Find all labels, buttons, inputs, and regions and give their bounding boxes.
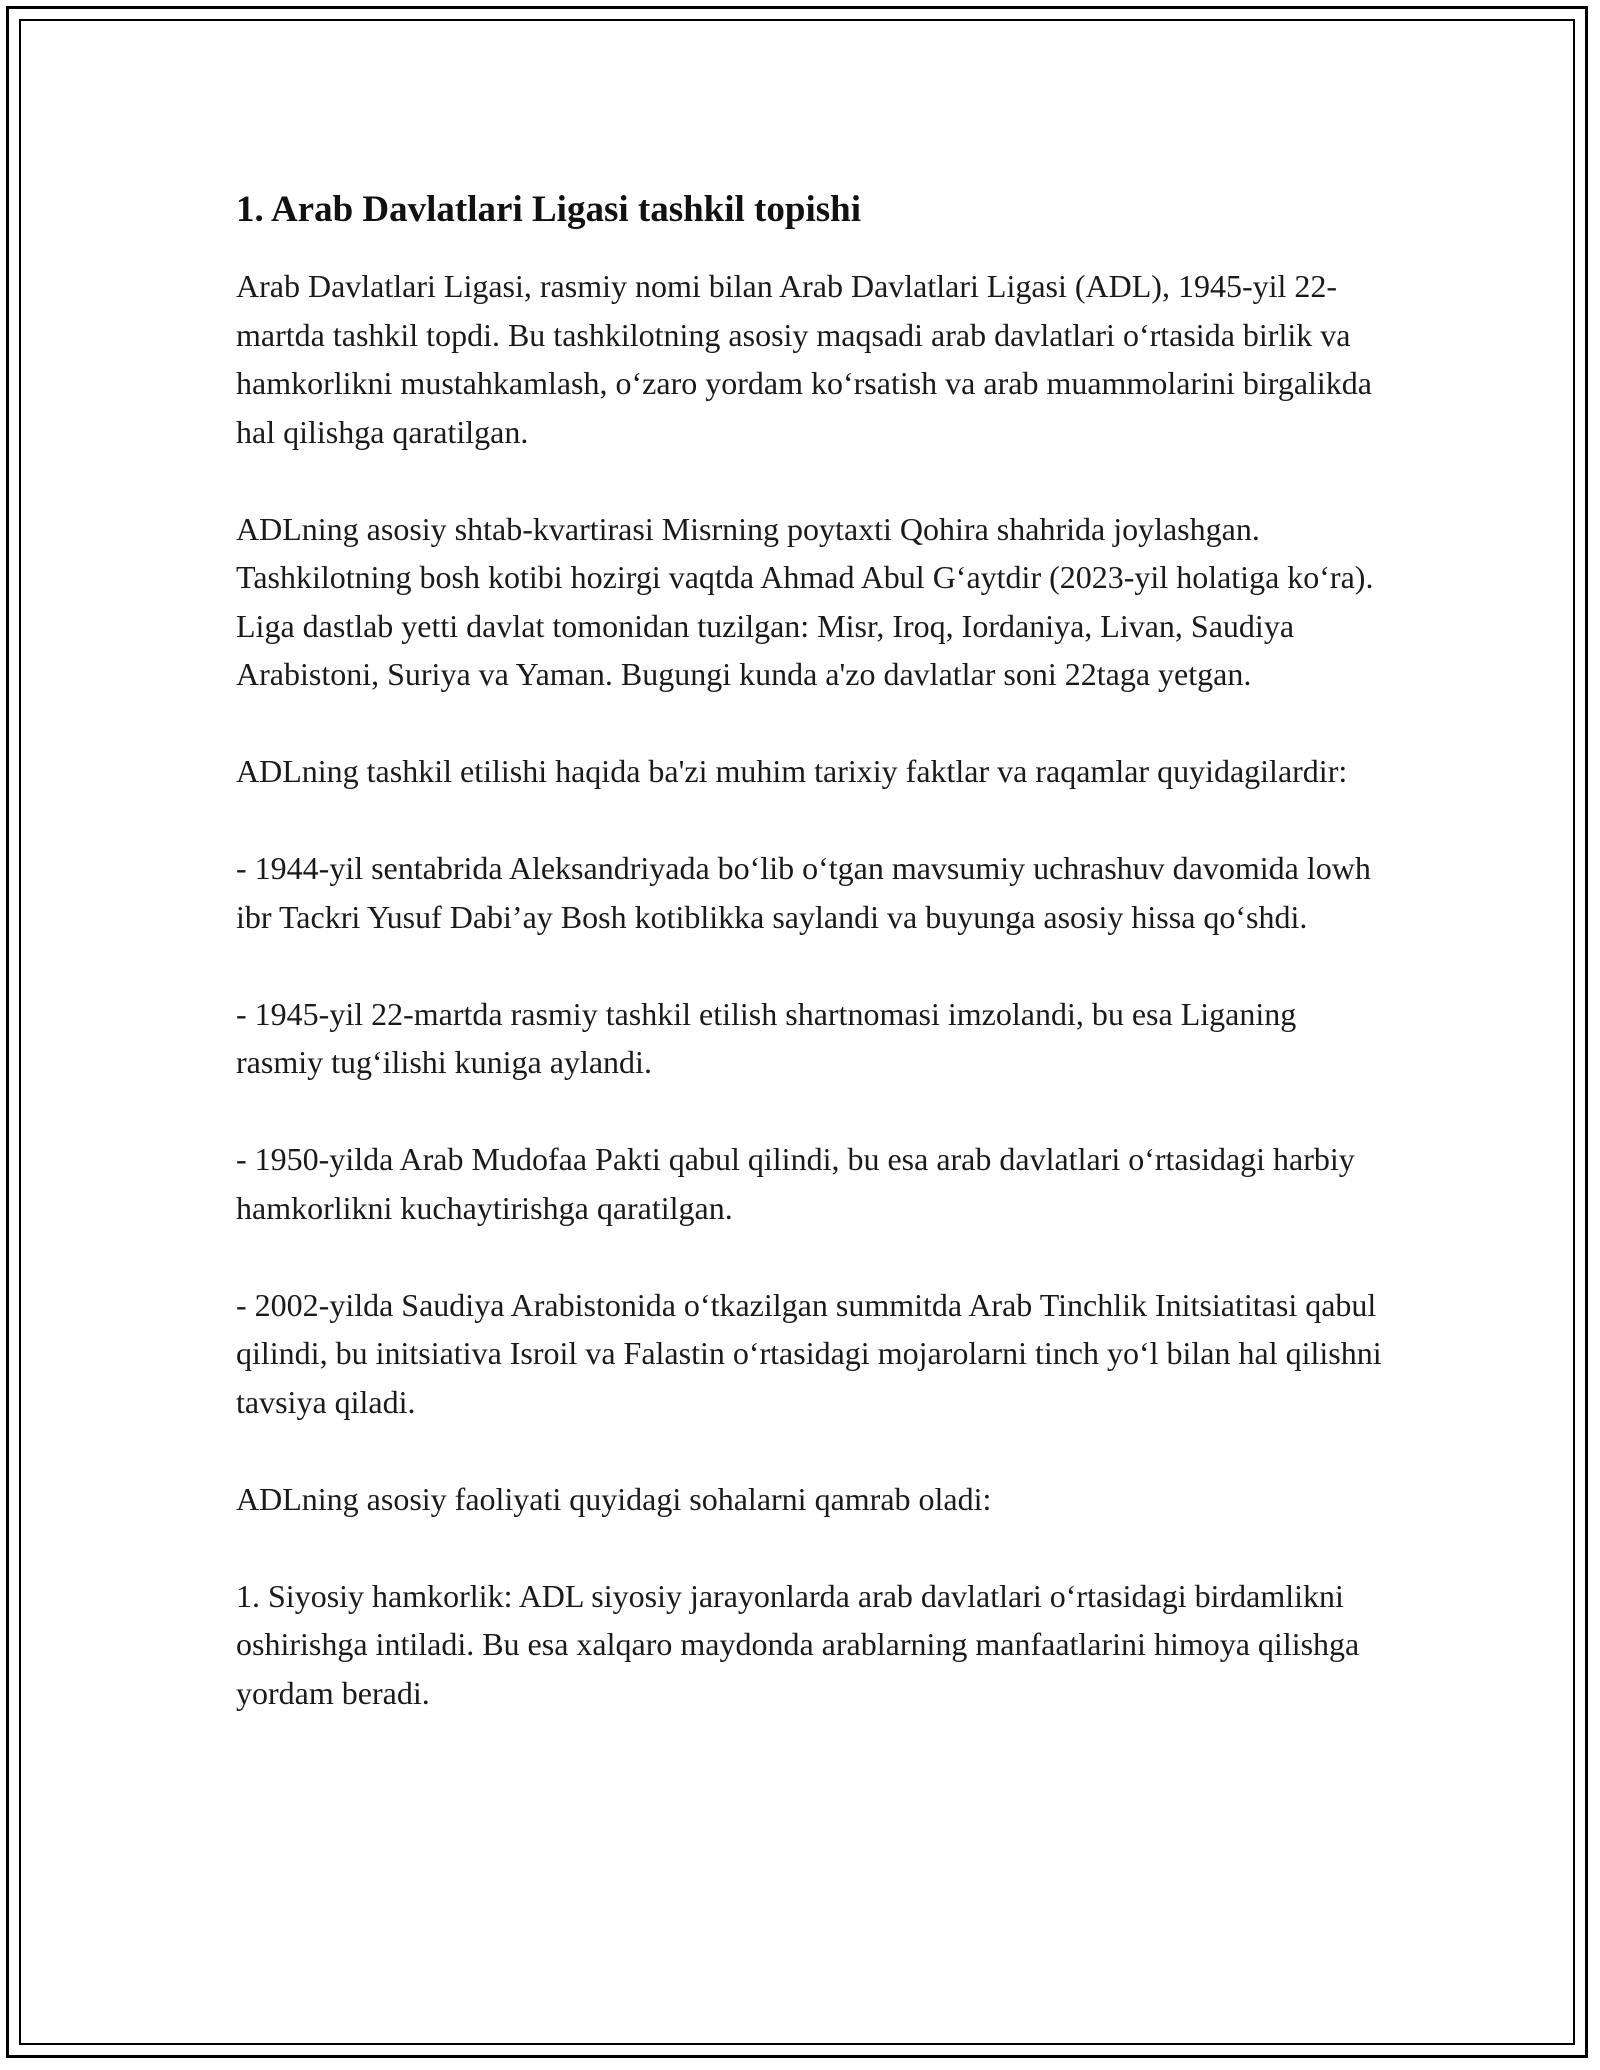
list-item-fact-2002: - 2002-yilda Saudiya Arabistonida o‘tkazilgan summitda Arab Tinchlik Initsiatitasi qabul qilindi, bu initsiativa Isroil va Falastin o‘rtasidagi mojarolarni tinch yo‘l bilan hal qilishni tavsiya qiladi. xyxy=(236,1286,1382,1420)
paragraph-headquarters: ADLning asosiy shtab-kvartirasi Misrning poytaxti Qohira shahrida joylashgan. Tashkilotning bosh kotibi hozirgi vaqtda Ahmad Abul G‘aytdir (2023-yil holatiga ko‘ra). Liga dastlab yetti davlat tomonidan tuzilgan: Misr, Iroq, Iordaniya, Livan, Saudiya Arabistoni, Suriya va Yaman. Bugungi kunda a'zo davlatlar soni 22taga yetgan. xyxy=(236,510,1374,692)
list-item-fact-1944: - 1944-yil sentabrida Aleksandriyada bo‘lib o‘tgan mavsumiy uchrashuv davomida lowh ibr Tackri Yusuf Dabi’ay Bosh kotiblikka saylandi va buyunga asosiy hissa qo‘shdi. xyxy=(236,850,1371,935)
paragraph-intro: Arab Davlatlari Ligasi, rasmiy nomi bilan Arab Davlatlari Ligasi (ADL), 1945-yil 22-martda tashkil topdi. Bu tashkilotning asosiy maqsadi arab davlatlari o‘rtasida birlik va hamkorlikni mustahkamlash, o‘zaro yordam ko‘rsatish va arab muammolarini birgalikda hal qilishga qaratilgan. xyxy=(236,268,1372,450)
paragraph-activities-intro: ADLning asosiy faoliyati quyidagi sohalarni qamrab oladi: xyxy=(236,1480,992,1517)
list-item-fact-1950: - 1950-yilda Arab Mudofaa Pakti qabul qilindi, bu esa arab davlatlari o‘rtasidagi harbiy hamkorlikni kuchaytirishga qaratilgan. xyxy=(236,1141,1355,1226)
list-item-political-cooperation: 1. Siyosiy hamkorlik: ADL siyosiy jarayonlarda arab davlatlari o‘rtasidagi birdamlikni oshirishga intiladi. Bu esa xalqaro maydonda arablarning manfaatlarini himoya qilishga yordam beradi. xyxy=(236,1577,1360,1711)
page-title: 1. Arab Davlatlari Ligasi tashkil topishi xyxy=(236,189,861,230)
paragraph-facts-intro: ADLning tashkil etilishi haqida ba'zi muhim tarixiy faktlar va raqamlar quyidagilardir: xyxy=(236,753,1348,789)
document-body xyxy=(236,186,1386,1766)
list-item-fact-1945: - 1945-yil 22-martda rasmiy tashkil etilish shartnomasi imzolandi, bu esa Liganing rasmiy tug‘ilishi kuniga aylandi. xyxy=(236,995,1297,1080)
